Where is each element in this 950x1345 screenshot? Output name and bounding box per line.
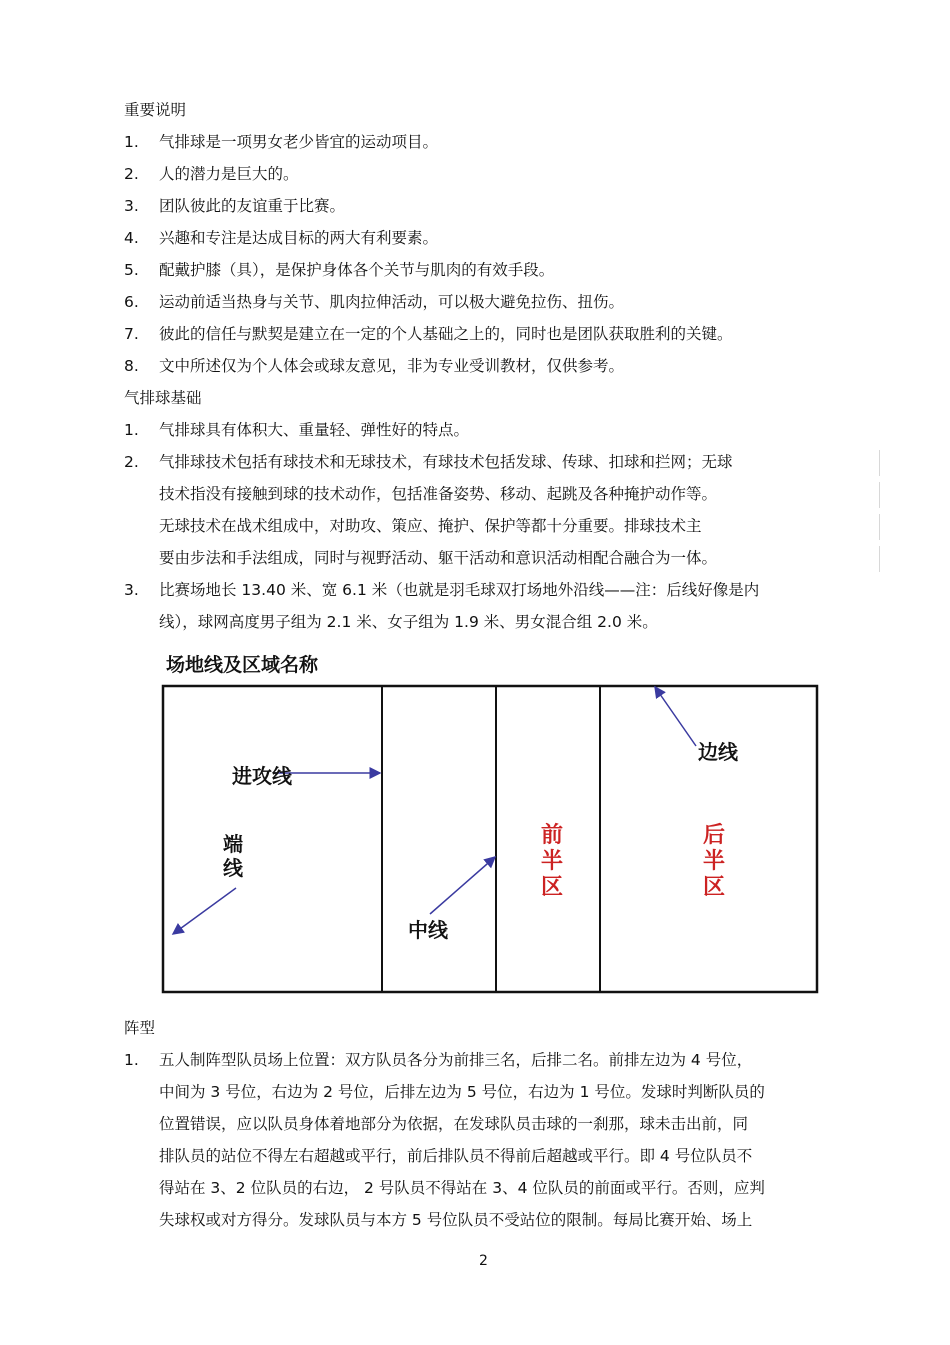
list-number: 5. bbox=[124, 261, 139, 279]
paragraph-line: 位置错误，应以队员身体着地部分为依据，在发球队员击球的一刹那，球未击出前，同 bbox=[159, 1115, 749, 1133]
list-item: 运动前适当热身与关节、肌肉拉伸活动，可以极大避免拉伤、扭伤。 bbox=[159, 293, 625, 311]
text-frame-edge bbox=[879, 546, 880, 572]
list-number: 2. bbox=[124, 453, 139, 471]
text-frame-edge bbox=[879, 482, 880, 508]
side-line-arrow bbox=[655, 687, 696, 746]
end-line-label-2: 线 bbox=[223, 856, 243, 880]
paragraph-line: 得站在 3、2 位队员的右边， 2 号队员不得站在 3、4 位队员的前面或平行。否则，应判 bbox=[159, 1179, 765, 1197]
center-line-arrow bbox=[430, 857, 495, 914]
end-line-label-1: 端 bbox=[223, 832, 243, 856]
list-number: 1. bbox=[124, 133, 139, 151]
front-zone-label-2: 半 bbox=[540, 848, 563, 874]
list-number: 1. bbox=[124, 1051, 139, 1069]
list-number: 1. bbox=[124, 421, 139, 439]
paragraph-line: 失球权或对方得分。发球队员与本方 5 号位队员不受站位的限制。每局比赛开始、场上 bbox=[159, 1211, 753, 1229]
page-number: 2 bbox=[479, 1253, 488, 1269]
paragraph-line: 技术指没有接触到球的技术动作，包括准备姿势、移动、起跳及各种掩护动作等。 bbox=[159, 485, 718, 503]
end-line-arrow bbox=[173, 888, 236, 934]
back-zone-label-1: 后 bbox=[702, 822, 725, 848]
court-diagram bbox=[148, 646, 828, 996]
list-number: 2. bbox=[124, 165, 139, 183]
section-heading-important-notes: 重要说明 bbox=[124, 101, 187, 119]
paragraph-line: 比赛场地长 13.40 米、宽 6.1 米（也就是羽毛球双打场地外沿线——注：后线好像是内 bbox=[159, 581, 760, 599]
court-lines bbox=[148, 646, 828, 996]
list-number: 4. bbox=[124, 229, 139, 247]
list-number: 7. bbox=[124, 325, 139, 343]
center-line-label: 中线 bbox=[408, 918, 448, 942]
paragraph-line: 要由步法和手法组成，同时与视野活动、躯干活动和意识活动相配合融合为一体。 bbox=[159, 549, 718, 567]
paragraph-line: 排队员的站位不得左右超越或平行，前后排队员不得前后超越或平行。即 4 号位队员不 bbox=[159, 1147, 753, 1165]
list-item: 人的潜力是巨大的。 bbox=[159, 165, 299, 183]
back-zone-label-3: 区 bbox=[702, 874, 725, 900]
attack-line-label: 进攻线 bbox=[232, 764, 292, 788]
list-item: 兴趣和专注是达成目标的两大有利要素。 bbox=[159, 229, 439, 247]
list-item: 气排球是一项男女老少皆宜的运动项目。 bbox=[159, 133, 439, 151]
text-frame-edge bbox=[879, 514, 880, 540]
list-number: 3. bbox=[124, 581, 139, 599]
list-number: 8. bbox=[124, 357, 139, 375]
diagram-title: 场地线及区域名称 bbox=[166, 654, 319, 676]
back-zone-label-2: 半 bbox=[702, 848, 725, 874]
section-heading-formation: 阵型 bbox=[124, 1019, 156, 1037]
text-frame-edge bbox=[879, 450, 880, 476]
list-item: 文中所述仅为个人体会或球友意见，非为专业受训教材，仅供参考。 bbox=[159, 357, 625, 375]
list-item: 配戴护膝（具），是保护身体各个关节与肌肉的有效手段。 bbox=[159, 261, 555, 279]
paragraph-line: 线），球网高度男子组为 2.1 米、女子组为 1.9 米、男女混合组 2.0 米。 bbox=[159, 613, 658, 631]
list-number: 3. bbox=[124, 197, 139, 215]
paragraph-line: 气排球技术包括有球技术和无球技术，有球技术包括发球、传球、扣球和拦网；无球 bbox=[159, 453, 733, 471]
paragraph-line: 中间为 3 号位，右边为 2 号位，后排左边为 5 号位，右边为 1 号位。发球时判断队员的 bbox=[159, 1083, 765, 1101]
list-item: 彼此的信任与默契是建立在一定的个人基础之上的，同时也是团队获取胜利的关键。 bbox=[159, 325, 733, 343]
list-number: 6. bbox=[124, 293, 139, 311]
paragraph-line: 五人制阵型队员场上位置：双方队员各分为前排三名，后排二名。前排左边为 4 号位， bbox=[159, 1051, 753, 1069]
list-item: 气排球具有体积大、重量轻、弹性好的特点。 bbox=[159, 421, 470, 439]
section-heading-basics: 气排球基础 bbox=[124, 389, 202, 407]
list-item: 团队彼此的友谊重于比赛。 bbox=[159, 197, 346, 215]
side-line-label: 边线 bbox=[698, 740, 738, 764]
front-zone-label-3: 区 bbox=[540, 874, 563, 900]
front-zone-label-1: 前 bbox=[540, 822, 563, 848]
paragraph-line: 无球技术在战术组成中，对助攻、策应、掩护、保护等都十分重要。排球技术主 bbox=[159, 517, 702, 535]
